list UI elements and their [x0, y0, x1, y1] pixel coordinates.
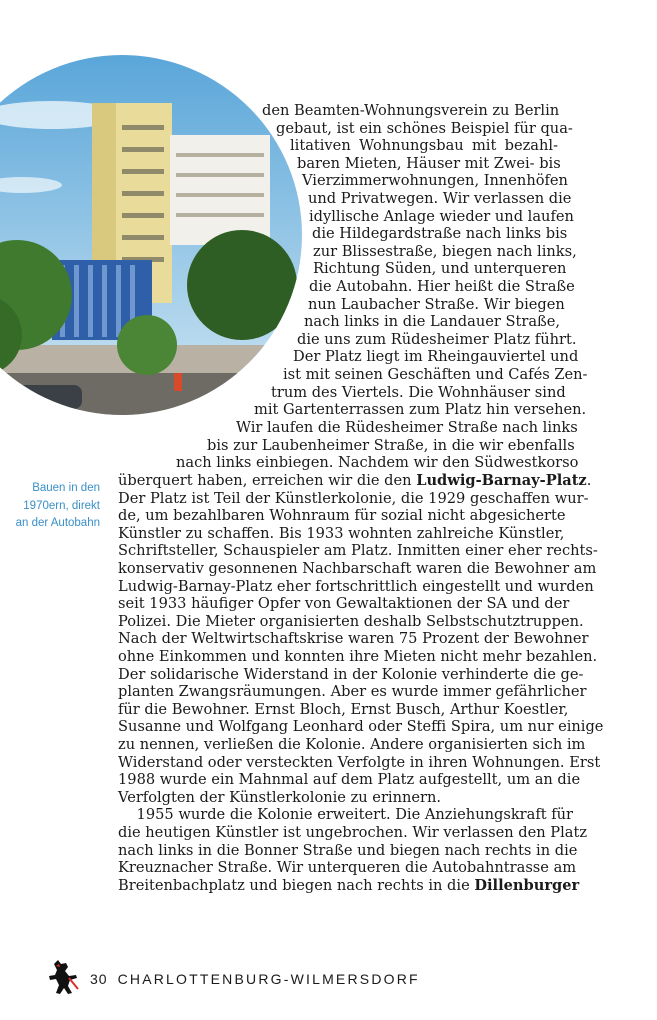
text-line: nach links in die Bonner Straße und biegen nach rechts in die — [118, 842, 578, 859]
text-line: Polizei. Die Mieter organisierten deshalb Selbstschutztruppen. — [118, 613, 584, 630]
text-line: nach links einbiegen. Nachdem wir den Südwestkorso — [176, 454, 579, 471]
text-line: Breitenbachplatz und biegen nach rechts in die Dillenburger — [118, 877, 580, 894]
text-line: Susanne und Wolfgang Leonhard oder Steffi Spira, um nur einige — [118, 718, 604, 735]
text-line: die Autobahn. Hier heißt die Straße — [309, 278, 575, 295]
text-line: planten Zwangsräumungen. Aber es wurde immer gefährlicher — [118, 683, 587, 700]
text-line: die uns zum Rüdesheimer Platz führt. — [297, 331, 577, 348]
text-line: Der Platz ist Teil der Künstlerkolonie, die 1929 geschaffen wur- — [118, 490, 589, 507]
text-line: und Privatwegen. Wir verlassen die — [308, 190, 572, 207]
text-line: konservativ gesonnenen Nachbarschaft waren die Bewohner am — [118, 560, 597, 577]
text-line: trum des Viertels. Die Wohnhäuser sind — [271, 384, 566, 401]
text-line: nach links in die Landauer Straße, — [304, 313, 561, 330]
text-line: Der solidarische Widerstand in der Kolonie verhinderte die ge- — [118, 666, 584, 683]
text-line: 1955 wurde die Kolonie erweitert. Die Anziehungskraft für — [118, 806, 574, 823]
photo-caption: Bauen in den 1970ern, direkt an der Autobahn — [15, 482, 100, 529]
text-line: bis zur Laubenheimer Straße, in die wir ebenfalls — [207, 437, 575, 454]
text-line: idyllische Anlage wieder und laufen — [309, 208, 574, 225]
text-line: seit 1933 häufiger Opfer von Gewaltaktionen der SA und der — [118, 595, 570, 612]
text-line: Schriftsteller, Schauspieler am Platz. Inmitten einer eher rechts- — [118, 542, 598, 559]
text-line: de, um bezahlbaren Wohnraum für sozial nicht abgesicherte — [118, 507, 566, 524]
text-line: die heutigen Künstler ist ungebrochen. Wir verlassen den Platz — [118, 824, 588, 841]
text-line: den Beamten-Wohnungsverein zu Berlin — [262, 102, 560, 119]
text-line: 1988 wurde ein Mahnmal auf dem Platz aufgestellt, um an die — [118, 771, 581, 788]
text-line: Kreuznacher Straße. Wir unterqueren die Autobahntrasse am — [118, 859, 577, 876]
section-title: CHARLOTTENBURG-WILMERSDORF — [117, 971, 420, 987]
text-line: Widerstand oder versteckten Verfolgte in ihren Wohnungen. Erst — [118, 754, 601, 771]
text-line: ist mit seinen Geschäften und Cafés Zen- — [283, 366, 588, 383]
place-name-ludwig-barnay-platz: Ludwig-Barnay-Platz — [416, 472, 587, 489]
text-line: litativen Wohnungsbau mit bezahl- — [290, 137, 558, 154]
building-photo — [0, 55, 302, 415]
text-line: nun Laubacher Straße. Wir biegen — [308, 296, 565, 313]
text-line: Künstler zu schaffen. Bis 1933 wohnten zahlreiche Künstler, — [118, 525, 565, 542]
text-line: Richtung Süden, und unterqueren — [313, 260, 567, 277]
berlin-bear-icon — [46, 958, 80, 1000]
text-line: mit Gartenterrassen zum Platz hin versehen. — [254, 401, 587, 418]
text-line: überquert haben, erreichen wir die den Ludwig-Barnay-Platz. — [118, 472, 592, 489]
text-line: Der Platz liegt im Rheingauviertel und — [293, 348, 579, 365]
text-line: Ludwig-Barnay-Platz eher fortschrittlich eingestellt und wurden — [118, 578, 594, 595]
text-line: baren Mieten, Häuser mit Zwei- bis — [297, 155, 561, 172]
text-line: die Hildegardstraße nach links bis — [312, 225, 568, 242]
place-name-dillenburger: Dillenburger — [474, 877, 580, 894]
text-line: zur Blissestraße, biegen nach links, — [313, 243, 577, 260]
text-line: Nach der Weltwirtschaftskrise waren 75 Prozent der Bewohner — [118, 630, 589, 647]
text-line: Verfolgten der Künstlerkolonie zu erinnern. — [118, 789, 442, 806]
text-line: für die Bewohner. Ernst Bloch, Ernst Busch, Arthur Koestler, — [118, 701, 569, 718]
text-line: zu nennen, verließen die Kolonie. Andere organisierten sich im — [118, 736, 586, 753]
text-line: Wir laufen die Rüdesheimer Straße nach links — [236, 419, 578, 436]
text-line: gebaut, ist ein schönes Beispiel für qua- — [276, 120, 573, 137]
text-line: ohne Einkommen und konnten ihre Mieten nicht mehr bezahlen. — [118, 648, 598, 665]
page-footer — [46, 960, 420, 998]
text-line: Vierzimmerwohnungen, Innenhöfen — [302, 172, 568, 189]
page-number: 30 — [90, 971, 108, 987]
